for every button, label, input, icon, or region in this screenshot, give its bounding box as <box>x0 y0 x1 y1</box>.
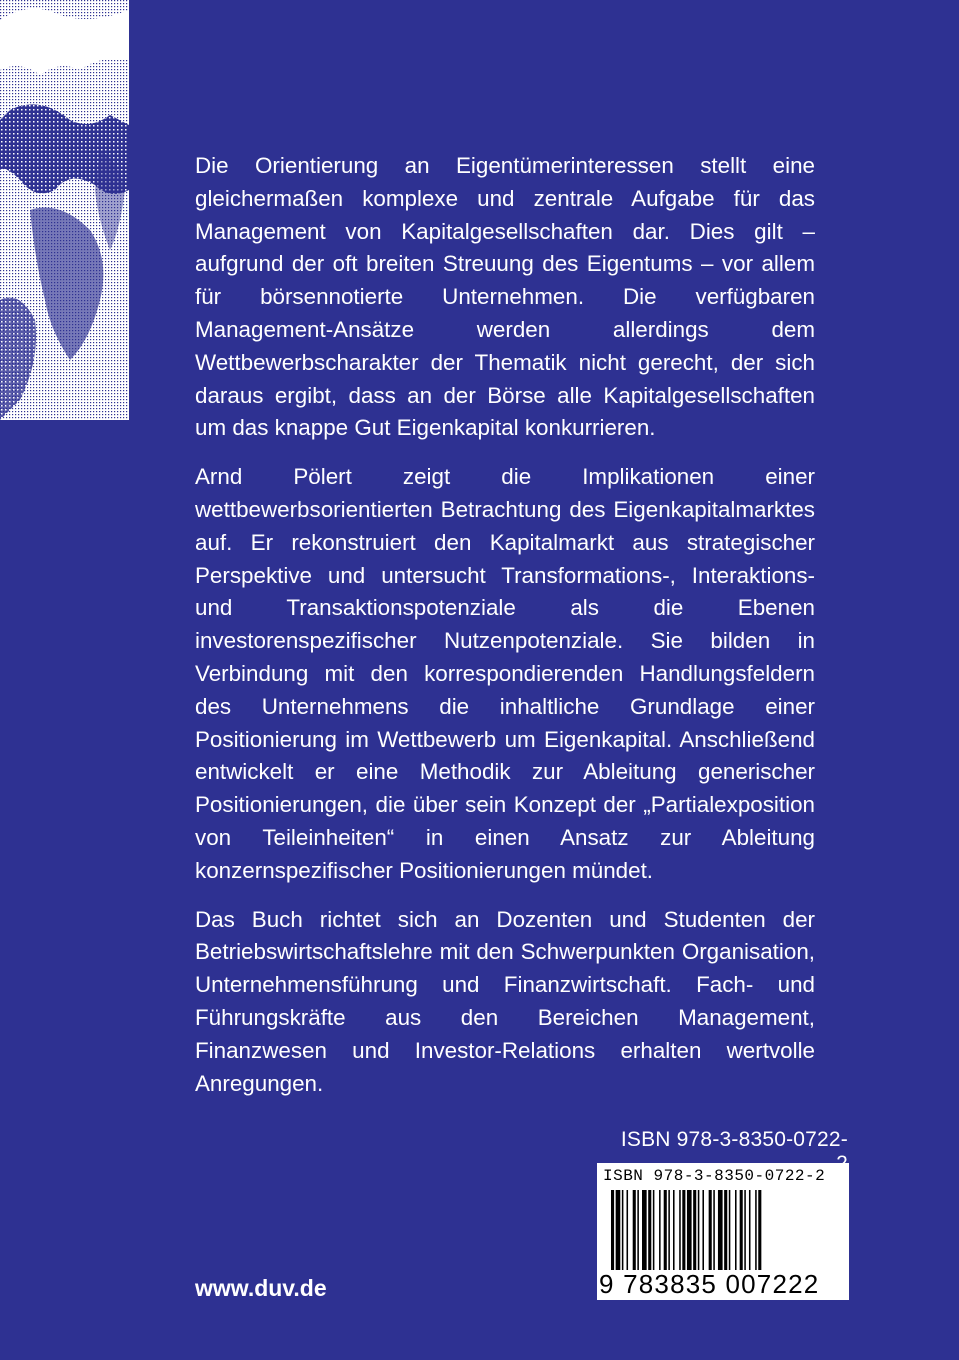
barcode-bar <box>611 1190 614 1270</box>
barcode-bar <box>659 1190 661 1270</box>
publisher-website[interactable]: www.duv.de <box>195 1275 327 1301</box>
barcode-bar <box>648 1190 651 1270</box>
blurb-paragraph-1: Die Orientierung an Eigentümerinteressen stellt eine gleichermaßen komplexe und zentrale Aufgabe für das Management von Kapitalgesellschaften dar. Dies gilt – aufgrund der oft breiten Streuung des Eigentums – vor allem für börsennotierte Unternehmen. Die verfügbaren Management-Ansätze werden allerdings dem Wettbewerbscharakter der Thematik nicht gerecht, der sich daraus ergibt, dass an der Börse alle Kapitalgesellschaften um das knappe Gut Eigenkapital konkurrieren. <box>195 153 815 441</box>
barcode-bar <box>622 1190 624 1270</box>
barcode-isbn-text: ISBN 978-3-8350-0722-2 <box>603 1167 826 1185</box>
barcode-bar <box>673 1190 675 1270</box>
barcode-bar <box>713 1190 715 1270</box>
back-cover-blurb <box>195 150 815 1116</box>
barcode-bar <box>758 1190 761 1270</box>
barcode-bar <box>642 1190 647 1270</box>
barcode-bar <box>740 1190 743 1270</box>
barcode-bars <box>611 1190 837 1270</box>
globe-image <box>0 0 129 420</box>
blurb-paragraph-3: Das Buch richtet sich an Dozenten und Studenten der Betriebswirtschaftslehre mit den Schwerpunkten Organisation, Unternehmensführung und Finanzwirtschaft. Fach- und Führungskräfte aus den Bereichen Management, Finanzwesen und Investor-Relations erhalten wertvolle Anregungen. <box>195 906 815 1096</box>
barcode-bar <box>627 1190 629 1270</box>
barcode-bar <box>633 1190 636 1270</box>
blurb-paragraph-2: Arnd Pölert zeigt die Implikationen einer wettbewerbsorientierten Betrachtung des Eigenkapitalmarktes auf. Er rekonstruiert den Kapitalmarkt aus strategischer Perspektive und untersucht Transformations-, Interaktions- und Transaktionspotenziale als die Ebenen investorenspezifischer Nutzenpotenziale. Sie bilden in Verbindung mit den korrespondierenden Handlungsfeldern des Unternehmens die inhaltliche Grundlage einer Positionierung im Wettbewerb um Eigenkapital. Anschließend entwickelt er eine Methodik zur Ableitung generischer Positionierungen, die über sein Konzept der „Partialexposition von Teileinheiten“ in einen Ansatz zur Ableitung konzernspezifischer Positionierungen mündet. <box>195 464 815 883</box>
barcode-bar <box>755 1190 757 1270</box>
barcode-bar <box>637 1190 639 1270</box>
barcode-bar <box>653 1190 655 1270</box>
barcode <box>597 1163 849 1300</box>
barcode-bar <box>616 1190 621 1270</box>
barcode-bar <box>702 1190 704 1270</box>
barcode-bar <box>693 1190 696 1270</box>
barcode-bar <box>668 1190 670 1270</box>
barcode-bar <box>687 1190 692 1270</box>
globe-icon <box>0 0 129 420</box>
barcode-bar <box>744 1190 746 1270</box>
barcode-bar <box>709 1190 712 1270</box>
barcode-bar <box>724 1190 727 1270</box>
barcode-bar <box>749 1190 751 1270</box>
isbn-label: ISBN 978-3-8350-0722- <box>620 1128 848 1151</box>
barcode-bar <box>682 1190 685 1270</box>
barcode-bar <box>664 1190 667 1270</box>
barcode-bar <box>735 1190 737 1270</box>
barcode-bar <box>698 1190 700 1270</box>
barcode-bar <box>679 1190 681 1270</box>
barcode-digits: 9 783835 007222 <box>599 1269 820 1299</box>
barcode-bar <box>729 1190 731 1270</box>
barcode-bar <box>718 1190 723 1270</box>
